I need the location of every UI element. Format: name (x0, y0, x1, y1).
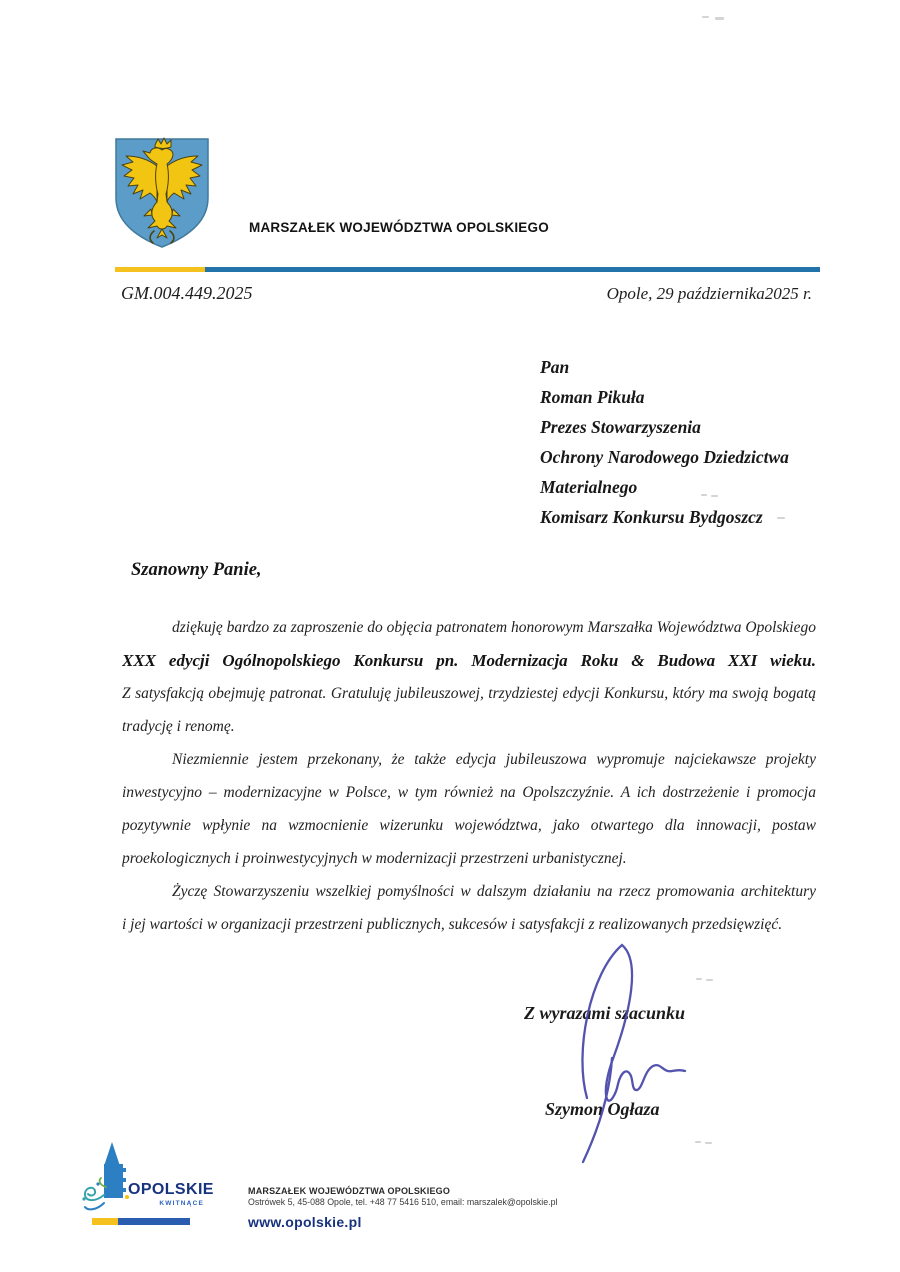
scan-artifact (711, 495, 718, 497)
opolskie-logo-tower-icon (82, 1141, 202, 1219)
scan-artifact (706, 979, 713, 981)
letter-body (122, 611, 816, 941)
recipient-line: Prezes Stowarzyszenia (540, 417, 701, 437)
scan-artifact (696, 978, 702, 980)
recipient-line: Komisarz Konkursu Bydgoszcz (540, 507, 763, 527)
reference-number: GM.004.449.2025 (121, 283, 253, 303)
body-line: Niezmiennie jestem przekonany, że także edycja jubileuszowa wypromuje najciekawsze projekty (172, 751, 816, 768)
body-line: pozytywnie wpłynie na wzmocnienie wizerunku województwa, jako otwartego dla innowacji, postaw (122, 817, 816, 834)
recipient-block (540, 352, 789, 532)
footer-website-link[interactable]: www.opolskie.pl (248, 1214, 362, 1230)
logo-bar-yellow-segment (92, 1218, 118, 1225)
handwritten-signature (555, 930, 705, 1170)
divider-yellow-segment (115, 267, 205, 272)
scan-artifact (701, 494, 707, 496)
signer-name: Szymon Ogłaza (545, 1099, 660, 1119)
logo-color-bar (92, 1218, 190, 1225)
scan-artifact (715, 17, 724, 20)
body-line: tradycję i renomę. (122, 718, 235, 735)
scan-artifact (702, 16, 709, 18)
body-line: proekologicznych i proinwestycyjnych w modernizacji przestrzeni urbanistycznej. (122, 850, 627, 867)
logo-subtitle: KWITNĄCE (159, 1200, 204, 1207)
recipient-line: Ochrony Narodowego Dziedzictwa (540, 447, 789, 467)
body-line: i jej wartości w organizacji przestrzeni publicznych, sukcesów i satysfakcji z realizowanych przedsięwzięć. (122, 916, 783, 933)
body-line: Z satysfakcją obejmuję patronat. Gratuluję jubileuszowej, trzydziestej edycji Konkursu, który ma swoją bogatą (122, 685, 816, 702)
body-line: Życzę Stowarzyszeniu wszelkiej pomyślności w dalszym działaniu na rzecz promowania architektury (172, 883, 816, 900)
letterhead-divider (115, 267, 820, 272)
dateline: Opole, 29 października2025 r. (606, 284, 812, 303)
scan-artifact (705, 1142, 712, 1144)
divider-blue-segment (205, 267, 820, 272)
footer-address: Ostrówek 5, 45-088 Opole, tel. +48 77 5416 510, email: marszalek@opolskie.pl (248, 1197, 558, 1207)
body-line: dziękuję bardzo za zaproszenie do objęcia patronatem honorowym Marszałka Województwa Opolskiego (172, 619, 816, 636)
salutation: Szanowny Panie, (131, 560, 262, 580)
recipient-line: Pan (540, 357, 570, 377)
office-title: MARSZAŁEK WOJEWÓDZTWA OPOLSKIEGO (249, 220, 549, 235)
logo-bar-blue-segment (118, 1218, 190, 1225)
logo-wordmark: OPOLSKIE (128, 1181, 214, 1198)
body-line: inwestycyjno – modernizacyjne w Polsce, w tym również na Opolszczyźnie. A ich dostrzeżenie i promocja (122, 784, 816, 801)
body-line-bold: XXX edycji Ogólnopolskiego Konkursu pn. Modernizacja Roku & Budowa XXI wieku. (122, 651, 816, 670)
scan-artifact (695, 1141, 701, 1143)
scan-artifact (777, 517, 785, 519)
recipient-line: Materialnego (540, 477, 638, 497)
coat-of-arms-opole-icon (113, 136, 211, 250)
recipient-line: Roman Pikuła (540, 387, 645, 407)
footer-office-name: MARSZAŁEK WOJEWÓDZTWA OPOLSKIEGO (248, 1186, 451, 1196)
closing-phrase: Z wyrazami szacunku (524, 1003, 686, 1023)
